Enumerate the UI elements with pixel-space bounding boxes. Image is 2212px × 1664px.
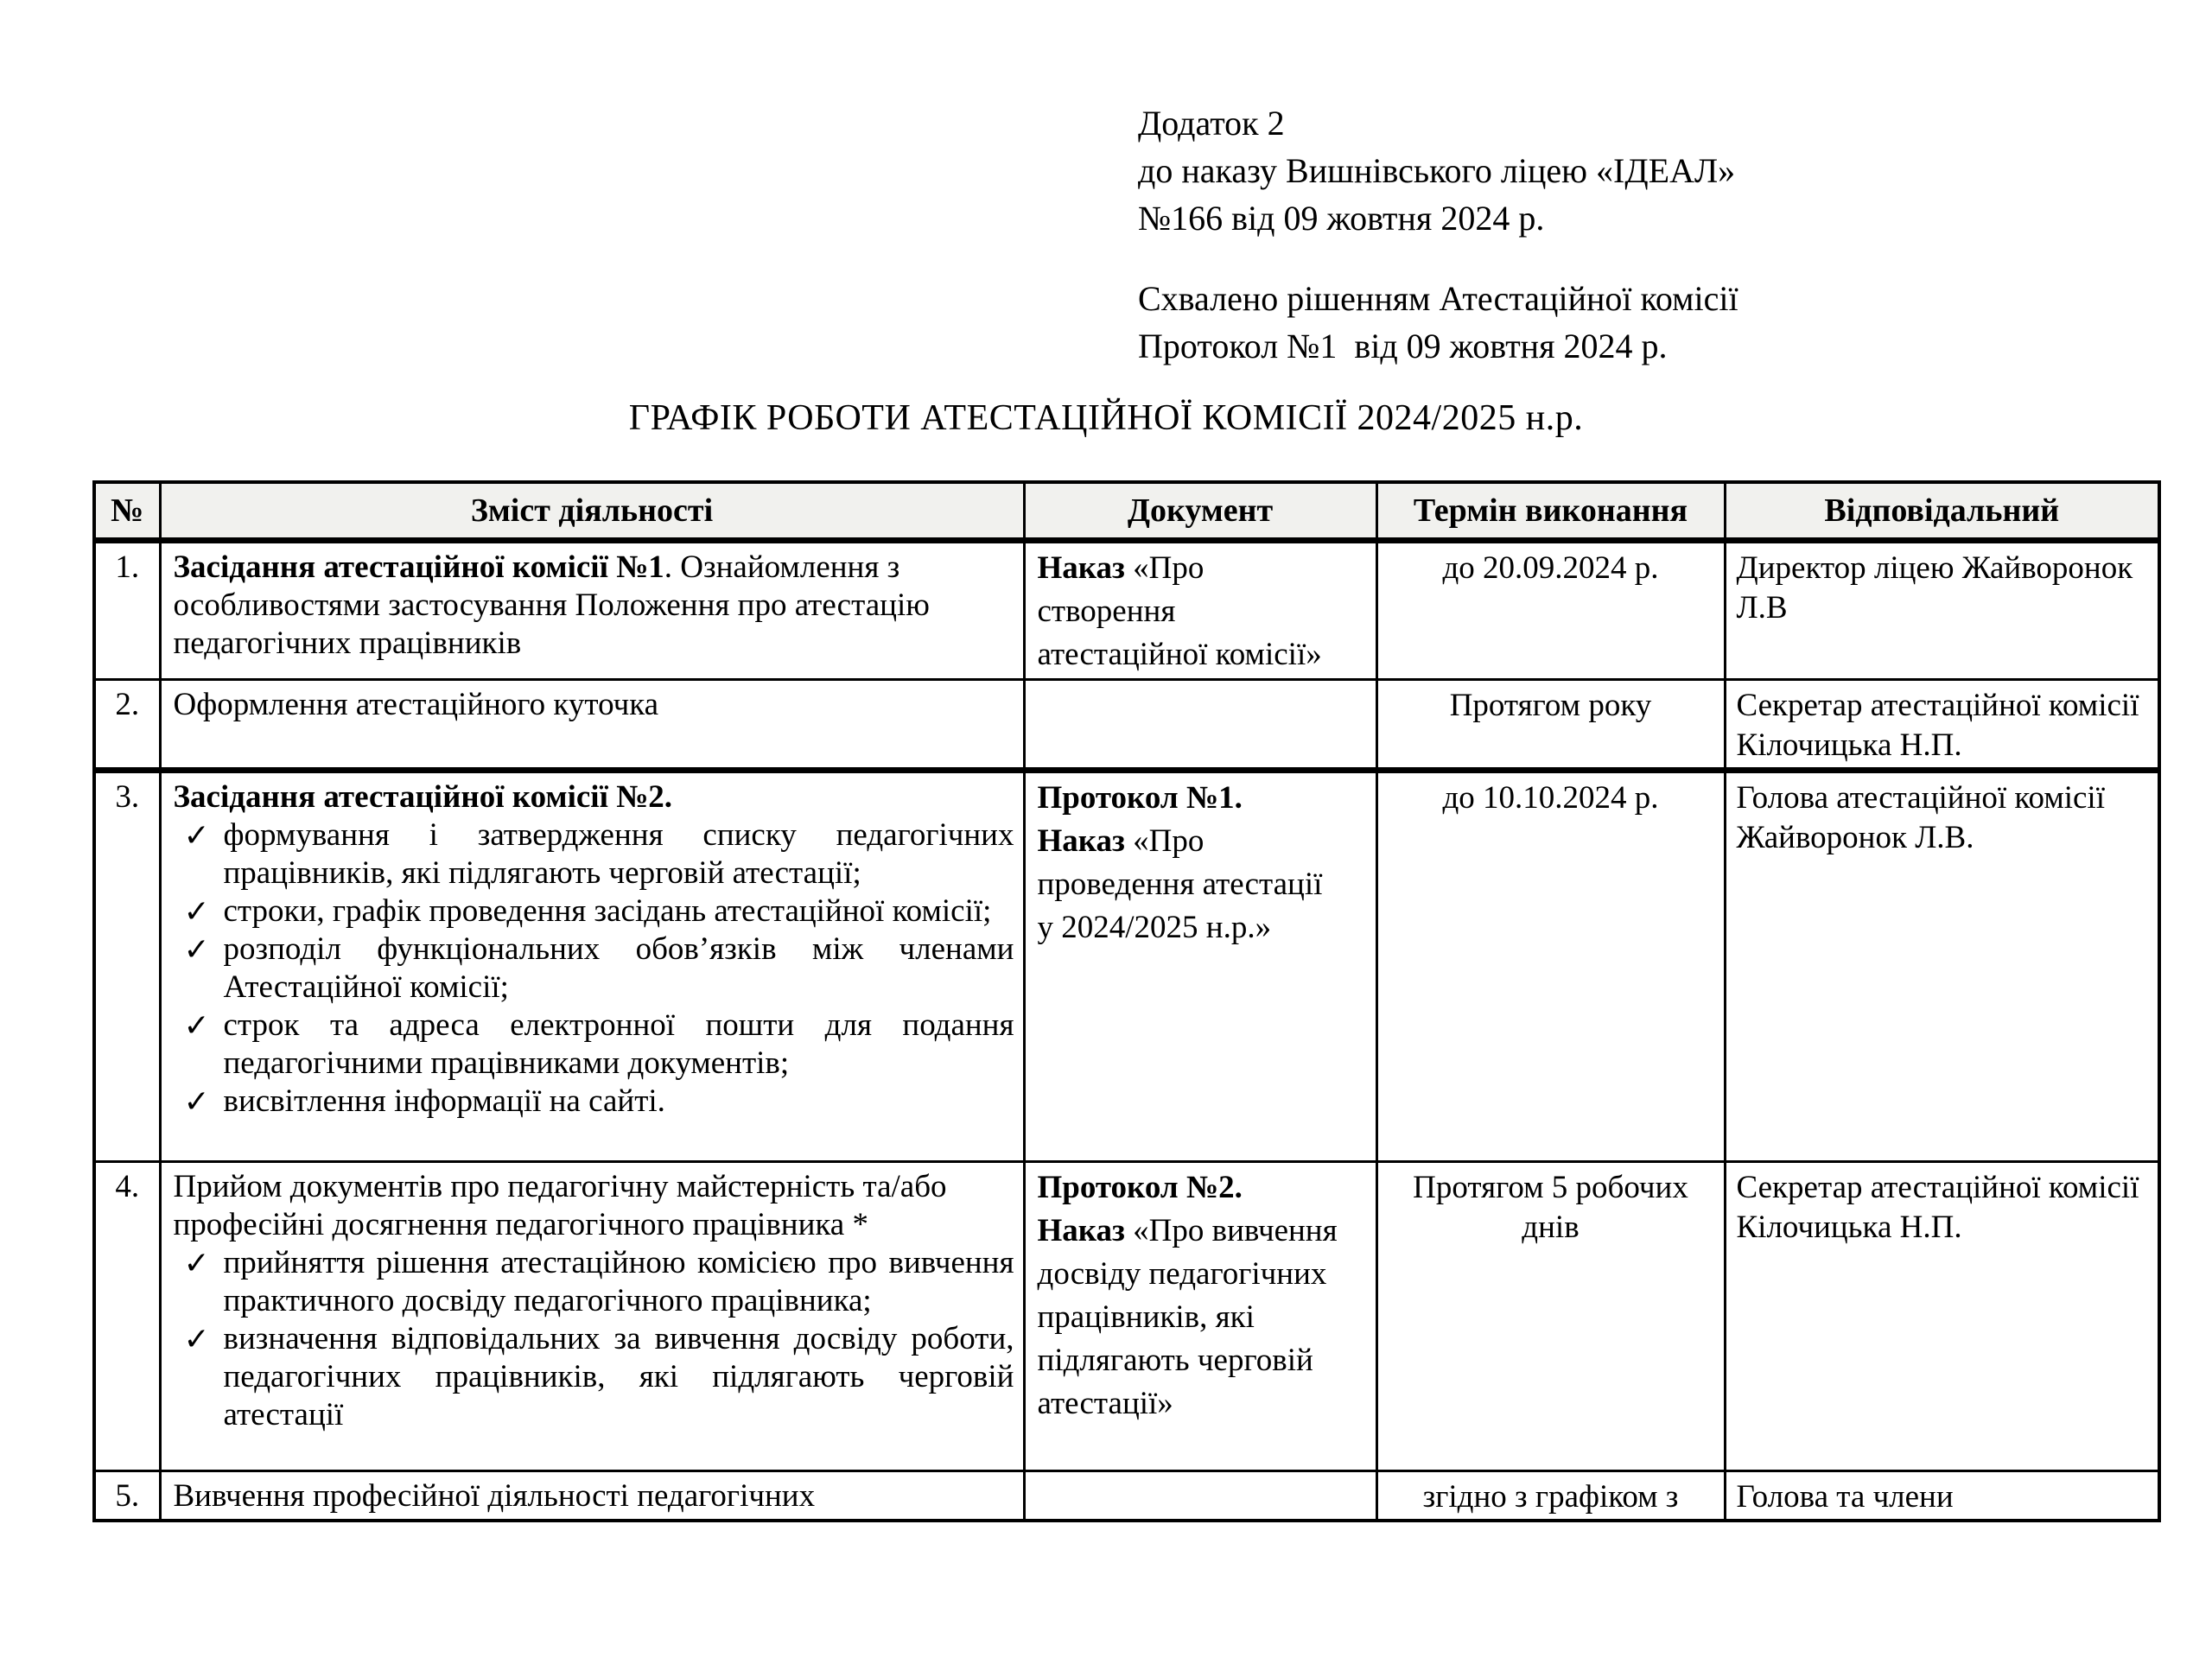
responsible-cell: Директор ліцею Жайворонок Л.В [1725, 541, 2159, 680]
content-cell [160, 1162, 1024, 1471]
table-row [94, 680, 2159, 771]
content-lead: Засідання атестаційної комісії №2. [173, 779, 673, 815]
document-line: Протокол №2. [1037, 1170, 1243, 1205]
table-row [94, 1471, 2159, 1521]
content-cell [160, 1471, 1024, 1521]
schedule-table-body [94, 541, 2159, 1521]
table-row [94, 1162, 2159, 1471]
content-lead: Оформлення атестаційного куточка [173, 687, 659, 722]
document-line: Протокол №1. [1037, 780, 1243, 816]
check-list-item [174, 816, 1014, 892]
document-line: Наказ «Про вивчення [1037, 1213, 1338, 1248]
check-icon: ✓ [183, 1084, 210, 1119]
document-cell [1024, 541, 1376, 680]
content-cell [160, 541, 1024, 680]
check-item-text: строки, графік проведення засідань атестаційної комісії; [223, 893, 992, 929]
responsible-cell: Секретар атестаційної комісії Кілочицька Н.П. [1725, 680, 2159, 771]
check-icon: ✓ [183, 1322, 210, 1356]
term-cell: до 20.09.2024 р. [1376, 541, 1725, 680]
schedule-table [92, 480, 2161, 1522]
column-header-responsible: Відповідальний [1725, 482, 2159, 541]
responsible-cell: Секретар атестаційної комісії Кілочицька Н.П. [1725, 1162, 2159, 1471]
document-cell [1024, 1471, 1376, 1521]
check-list-item [174, 1244, 1014, 1320]
check-icon: ✓ [183, 818, 210, 853]
check-item-text: висвітлення інформації на сайті. [223, 1083, 665, 1119]
term-cell: Протягом року [1376, 680, 1725, 771]
check-icon: ✓ [183, 1008, 210, 1043]
check-item-text: розподіл функціональних обов’язків між членами Атестаційної комісії; [223, 931, 1014, 1005]
approval-line: Схвалено рішенням Атестаційної комісії [1138, 279, 1738, 318]
check-icon: ✓ [183, 1246, 210, 1280]
document-page [0, 99, 2212, 1522]
check-list-item [174, 1083, 1014, 1121]
row-number-cell: 1. [94, 541, 160, 680]
document-cell [1024, 680, 1376, 771]
document-cell [1024, 771, 1376, 1162]
check-list-item [174, 1320, 1014, 1434]
row-number-cell: 5. [94, 1471, 160, 1521]
document-line: атестації» [1037, 1386, 1173, 1421]
check-item-text: прийняття рішення атестаційною комісією про вивчення практичного досвіду педагогічного працівника; [223, 1245, 1014, 1318]
document-line: у 2024/2025 н.р.» [1037, 910, 1272, 945]
approval-header [1138, 275, 2212, 370]
column-header-document: Документ [1024, 482, 1376, 541]
check-icon: ✓ [183, 894, 210, 929]
content-lead: Прийом документів про педагогічну майстерність та/або професійні досягнення педагогічного працівника * [173, 1169, 947, 1242]
responsible-cell: Голова атестаційної комісії Жайворонок Л.В. [1725, 771, 2159, 1162]
document-line: підлягають черговій [1037, 1343, 1313, 1378]
table-row [94, 771, 2159, 1162]
term-cell: згідно з графіком з [1376, 1471, 1725, 1521]
check-item-text: формування і затвердження списку педагогічних працівників, які підлягають черговій атестації; [223, 817, 1014, 891]
table-row [94, 541, 2159, 680]
term-cell: до 10.10.2024 р. [1376, 771, 1725, 1162]
check-item-text: визначення відповідальних за вивчення досвіду роботи, педагогічних працівників, які підлягають черговій атестації [223, 1321, 1014, 1432]
content-lead: Засідання атестаційної комісії №1. Ознайомлення з особливостями застосування Положення про атестацію педагогічних працівників [173, 549, 930, 661]
responsible-cell: Голова та члени [1725, 1471, 2159, 1521]
row-number-cell: 4. [94, 1162, 160, 1471]
row-number-cell: 3. [94, 771, 160, 1162]
annex-header [1138, 99, 2212, 242]
content-cell [160, 771, 1024, 1162]
check-list-item [174, 1007, 1014, 1083]
column-header-term: Термін виконання [1376, 482, 1725, 541]
document-line: створення [1037, 594, 1176, 629]
annex-line: до наказу Вишнівського ліцею «ІДЕАЛ» [1138, 151, 1736, 190]
annex-line: Додаток 2 [1138, 104, 1285, 143]
document-line: Наказ «Про [1037, 823, 1205, 859]
check-list-item [174, 892, 1014, 930]
column-header-content: Зміст діяльності [160, 482, 1024, 541]
document-line: Наказ «Про [1037, 550, 1205, 586]
content-lead: Вивчення професійної діяльності педагогічних [173, 1478, 816, 1514]
content-cell [160, 680, 1024, 771]
annex-line: №166 від 09 жовтня 2024 р. [1138, 199, 1545, 238]
document-cell [1024, 1162, 1376, 1471]
document-line: досвіду педагогічних [1037, 1256, 1327, 1292]
document-title: ГРАФІК РОБОТИ АТЕСТАЦІЙНОЇ КОМІСІЇ 2024/2025 н.р. [628, 398, 1584, 438]
approval-line: Протокол №1 від 09 жовтня 2024 р. [1138, 327, 1668, 365]
check-list-item [174, 930, 1014, 1007]
document-line: атестаційної комісії» [1037, 637, 1322, 672]
check-icon: ✓ [183, 932, 210, 967]
check-item-text: строк та адреса електронної пошти для подання педагогічними працівниками документів; [223, 1007, 1014, 1081]
document-line: працівників, які [1037, 1299, 1255, 1335]
table-header-row [94, 482, 2159, 541]
term-cell: Протягом 5 робочих днів [1376, 1162, 1725, 1471]
row-number-cell: 2. [94, 680, 160, 771]
column-header-number: № [94, 482, 160, 541]
document-line: проведення атестації [1037, 867, 1323, 902]
